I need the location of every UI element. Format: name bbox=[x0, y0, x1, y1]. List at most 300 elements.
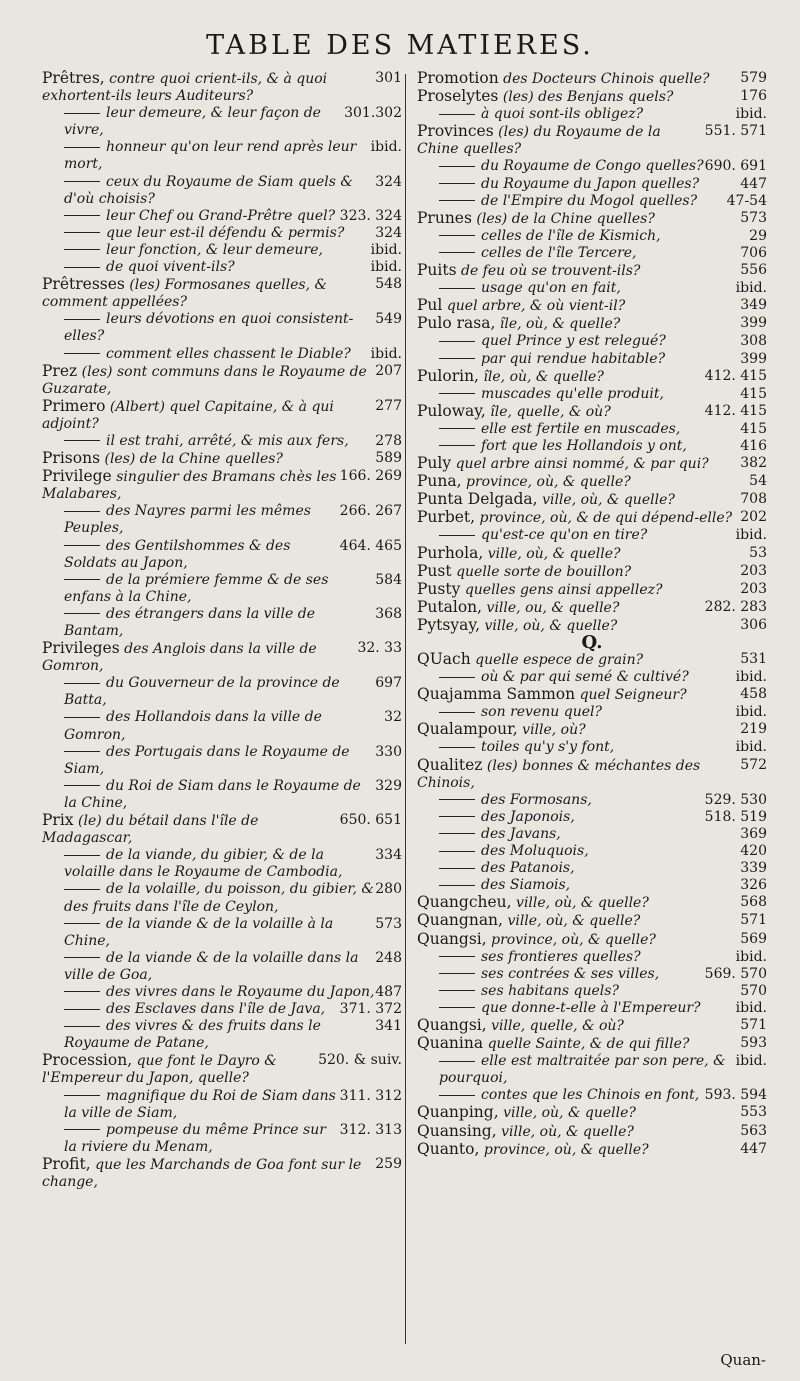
page-reference: ibid. bbox=[735, 999, 767, 1016]
repeat-dash bbox=[64, 1026, 100, 1027]
entry-text: du Roi de Siam dans le Royaume de la Chine, bbox=[64, 777, 361, 811]
entry-text: de la prémiere femme & de ses enfans à la Chine, bbox=[64, 571, 329, 605]
index-entry bbox=[417, 912, 767, 930]
entry-text: de la viande & de la volaille dans la ville de Goa, bbox=[64, 949, 359, 983]
page-reference: 569 bbox=[740, 930, 767, 947]
entry-text: quelle espece de grain? bbox=[475, 652, 644, 668]
repeat-dash bbox=[64, 1129, 100, 1130]
index-entry bbox=[42, 346, 402, 363]
entry-text: quelle sorte de bouillon? bbox=[456, 563, 632, 580]
repeat-dash bbox=[64, 215, 100, 216]
page-reference: 589 bbox=[375, 450, 402, 467]
column-divider bbox=[405, 74, 406, 1344]
index-entry bbox=[417, 1141, 767, 1159]
index-entry bbox=[42, 363, 402, 398]
index-entry bbox=[417, 491, 767, 509]
entry-text: des Docteurs Chinois quelle? bbox=[503, 71, 710, 87]
entry-text: du Royaume du Japon quelles? bbox=[481, 175, 700, 192]
page-reference: 447 bbox=[740, 1140, 767, 1157]
entry-heading: Puly bbox=[417, 454, 452, 473]
repeat-dash bbox=[64, 613, 100, 614]
entry-heading: Prix bbox=[42, 811, 74, 830]
entry-text: que les Marchands de Goa font sur le change, bbox=[42, 1156, 362, 1190]
page-reference: 573 bbox=[375, 915, 402, 932]
repeat-dash bbox=[439, 200, 475, 201]
index-entry bbox=[42, 208, 402, 225]
index-entry bbox=[417, 983, 767, 1000]
repeat-dash bbox=[64, 1009, 100, 1010]
entry-text: ses contrées & ses villes, bbox=[481, 965, 660, 982]
entry-text: (les) du Royaume de la Chine quelles? bbox=[417, 124, 661, 158]
page-reference: 412. 415 bbox=[704, 367, 767, 384]
page-reference: 708 bbox=[740, 491, 767, 508]
index-entry bbox=[417, 210, 767, 228]
index-entry bbox=[42, 174, 402, 208]
page-reference: 531 bbox=[740, 651, 767, 667]
index-entry bbox=[42, 1018, 402, 1052]
entry-heading: Quanping, bbox=[417, 1103, 499, 1122]
entry-text: des Hollandois dans la ville de Gomron, bbox=[64, 709, 322, 743]
entry-text: quelle Sainte, & de qui fille? bbox=[487, 1036, 690, 1053]
index-entry bbox=[42, 572, 402, 606]
index-entry bbox=[42, 503, 402, 537]
entry-text: son revenu quel? bbox=[481, 704, 602, 721]
page-reference: 690. 691 bbox=[704, 158, 767, 175]
index-entry bbox=[42, 276, 402, 311]
entry-text: par qui rendue habitable? bbox=[481, 350, 666, 367]
entry-heading: Promotion bbox=[417, 69, 499, 87]
repeat-dash bbox=[439, 747, 475, 748]
entry-text: singulier des Bramans chès les Malabares, bbox=[42, 469, 337, 503]
page-reference: ibid. bbox=[735, 1053, 767, 1070]
index-entry bbox=[417, 193, 767, 210]
entry-heading: Procession, bbox=[42, 1051, 133, 1070]
entry-heading: Quangsi, bbox=[417, 1015, 487, 1034]
entry-text: celles de l'île Tercere, bbox=[481, 244, 637, 261]
repeat-dash bbox=[439, 833, 475, 834]
repeat-dash bbox=[64, 319, 100, 320]
index-entry bbox=[417, 949, 767, 966]
repeat-dash bbox=[439, 428, 475, 429]
page-reference: ibid. bbox=[735, 106, 767, 123]
page-reference: 549 bbox=[375, 311, 402, 328]
page-reference: 551. 571 bbox=[704, 123, 767, 140]
entry-text: comment elles chassent le Diable? bbox=[106, 345, 351, 362]
entry-text: à quoi sont-ils obligez? bbox=[481, 106, 644, 123]
index-entry bbox=[417, 669, 767, 686]
catchword: Quan- bbox=[720, 1351, 766, 1369]
page-reference: 520. & suiv. bbox=[318, 1052, 402, 1069]
index-entry bbox=[417, 563, 767, 581]
entry-text: des Gentilshommes & des Soldats au Japon, bbox=[64, 537, 291, 571]
page-reference: 324 bbox=[375, 173, 402, 190]
entry-text: (les) sont communs dans le Royaume de Guzarate, bbox=[42, 363, 367, 397]
entry-text: leur fonction, & leur demeure, bbox=[106, 241, 323, 258]
section-heading: Q. bbox=[581, 632, 603, 653]
page-reference: 568 bbox=[740, 894, 767, 911]
entry-text: île, où, & quelle? bbox=[483, 368, 604, 385]
entry-text: toiles qu'y s'y font, bbox=[481, 739, 615, 756]
page-reference: 569. 570 bbox=[704, 965, 767, 982]
entry-text: quel Seigneur? bbox=[579, 687, 687, 704]
repeat-dash bbox=[64, 353, 100, 354]
entry-heading: Primero bbox=[42, 396, 106, 415]
page-reference: ibid. bbox=[735, 948, 767, 965]
page-reference: 266. 267 bbox=[339, 503, 402, 520]
page-reference: 420 bbox=[740, 843, 767, 860]
entry-text: des Esclaves dans l'île de Java, bbox=[106, 1001, 326, 1018]
index-entry bbox=[417, 509, 767, 527]
repeat-dash bbox=[64, 1095, 100, 1096]
index-entry bbox=[417, 826, 767, 843]
index-entry bbox=[417, 1123, 767, 1141]
page-reference: 399 bbox=[740, 315, 767, 332]
entry-text: de la viande, du gibier, & de la volaille dans le Royaume de Cambodia, bbox=[64, 847, 343, 881]
page-reference: 487 bbox=[375, 983, 402, 1000]
repeat-dash bbox=[64, 855, 100, 856]
page-reference: 308 bbox=[740, 333, 767, 350]
entry-text: qu'est-ce qu'on en tire? bbox=[481, 527, 648, 544]
page-reference: ibid. bbox=[735, 739, 767, 756]
repeat-dash bbox=[64, 232, 100, 233]
index-entry bbox=[417, 843, 767, 860]
entry-text: quelles gens ainsi appellez? bbox=[464, 581, 663, 598]
index-entry bbox=[417, 70, 767, 88]
entry-text: de la viande & de la volaille à la Chine, bbox=[64, 915, 334, 949]
repeat-dash bbox=[439, 114, 475, 115]
entry-heading: Quangcheu, bbox=[417, 893, 512, 912]
page-reference: 277 bbox=[375, 397, 402, 414]
entry-heading: Profit, bbox=[42, 1154, 91, 1173]
entry-text: quel Prince y est relegué? bbox=[481, 333, 666, 350]
entry-heading: Prisons bbox=[42, 449, 101, 468]
entry-text: ville, où, & quelle? bbox=[507, 913, 641, 930]
repeat-dash bbox=[64, 991, 100, 992]
page-reference: ibid. bbox=[735, 704, 767, 721]
repeat-dash bbox=[439, 183, 475, 184]
index-entry bbox=[42, 468, 402, 503]
index-entry bbox=[417, 704, 767, 721]
page-reference: 301.302 bbox=[344, 105, 402, 122]
index-entry bbox=[42, 311, 402, 345]
index-entry bbox=[417, 792, 767, 809]
entry-text: province, où, & quelle? bbox=[466, 474, 631, 491]
page-reference: 259 bbox=[375, 1155, 402, 1172]
repeat-dash bbox=[439, 393, 475, 394]
entry-text: des vivres dans le Royaume du Japon, bbox=[106, 983, 375, 1000]
index-entry bbox=[42, 916, 402, 950]
page-reference: 570 bbox=[740, 982, 767, 999]
repeat-dash bbox=[64, 249, 100, 250]
page-reference: 563 bbox=[740, 1122, 767, 1139]
page-reference: 416 bbox=[740, 437, 767, 454]
left-column bbox=[42, 70, 402, 1191]
index-entry bbox=[417, 1104, 767, 1122]
index-entry bbox=[417, 228, 767, 245]
entry-heading: Puna, bbox=[417, 472, 462, 491]
index-entry bbox=[417, 403, 767, 421]
index-entry bbox=[42, 778, 402, 812]
page-reference: 32. 33 bbox=[357, 640, 402, 657]
entry-heading: Punta Delgada, bbox=[417, 490, 538, 509]
entry-heading: Prêtres, bbox=[42, 69, 105, 87]
page-reference: ibid. bbox=[370, 139, 402, 156]
page-reference: 571 bbox=[740, 1016, 767, 1033]
page-reference: 29 bbox=[749, 227, 767, 244]
entry-text: ville, où, & quelle? bbox=[487, 545, 621, 562]
repeat-dash bbox=[439, 677, 475, 678]
index-entry bbox=[417, 123, 767, 158]
page-reference: 548 bbox=[375, 276, 402, 293]
page-reference: 458 bbox=[740, 686, 767, 703]
index-entry bbox=[417, 368, 767, 386]
entry-text: ville, où, & quelle? bbox=[503, 1105, 636, 1122]
entry-text: de la volaille, du poisson, du gibier, & des fruits dans l'île de Ceylon, bbox=[64, 881, 374, 915]
entry-heading: Purbet, bbox=[417, 508, 476, 527]
entry-text: du Royaume de Congo quelles? bbox=[481, 158, 704, 175]
entry-heading: Qualampour, bbox=[417, 720, 518, 739]
index-entry bbox=[417, 1053, 767, 1087]
entry-text: des Javans, bbox=[481, 825, 561, 842]
entry-text: ville, ou, & quelle? bbox=[486, 599, 620, 616]
repeat-dash bbox=[64, 785, 100, 786]
index-entry bbox=[42, 675, 402, 709]
index-entry bbox=[42, 709, 402, 743]
index-entry bbox=[42, 606, 402, 640]
index-entry bbox=[417, 280, 767, 297]
entry-text: province, où, & de qui dépend-elle? bbox=[479, 510, 733, 527]
page-reference: 412. 415 bbox=[704, 402, 767, 419]
page-reference: 166. 269 bbox=[339, 468, 402, 485]
entry-text: que donne-t-elle à l'Empereur? bbox=[481, 999, 701, 1016]
index-entry bbox=[417, 438, 767, 455]
page-reference: 280 bbox=[375, 881, 402, 898]
entry-text: honneur qu'on leur rend après leur mort, bbox=[64, 139, 357, 173]
entry-text: province, où, & quelle? bbox=[483, 1141, 649, 1158]
entry-text: des Formosans, bbox=[481, 791, 592, 808]
entry-text: (les) de la Chine quelles? bbox=[476, 210, 655, 227]
index-entry bbox=[417, 351, 767, 368]
page-reference: 278 bbox=[375, 432, 402, 449]
entry-heading: Pytsyay, bbox=[417, 615, 480, 634]
index-entry bbox=[417, 245, 767, 262]
entry-text: elle est fertile en muscades, bbox=[481, 420, 681, 437]
index-entry bbox=[417, 106, 767, 123]
index-entry bbox=[42, 744, 402, 778]
entry-text: des Patanois, bbox=[481, 860, 575, 877]
entry-heading: Pul bbox=[417, 296, 443, 315]
page-reference: 326 bbox=[740, 877, 767, 894]
entry-heading: Quansing, bbox=[417, 1121, 497, 1140]
index-entry bbox=[417, 966, 767, 983]
entry-heading: Quajamma Sammon bbox=[417, 685, 576, 704]
repeat-dash bbox=[439, 799, 475, 800]
repeat-dash bbox=[439, 956, 475, 957]
repeat-dash bbox=[439, 252, 475, 253]
entry-text: des Japonois, bbox=[481, 808, 575, 825]
index-entry bbox=[42, 398, 402, 433]
entry-heading: QUach bbox=[417, 650, 471, 668]
entry-text: (les) des Benjans quels? bbox=[502, 89, 674, 106]
index-entry bbox=[417, 686, 767, 704]
index-entry bbox=[417, 860, 767, 877]
entry-heading: Quangsi, bbox=[417, 929, 487, 948]
entry-text: celles de l'île de Kismich, bbox=[481, 227, 661, 244]
page-reference: 301 bbox=[375, 70, 402, 86]
entry-heading: Quanina bbox=[417, 1034, 484, 1053]
repeat-dash bbox=[64, 923, 100, 924]
index-entry bbox=[417, 455, 767, 473]
entry-text: des Portugais dans le Royaume de Siam, bbox=[64, 743, 350, 777]
entry-text: elle est maltraitée par son pere, & pourquoi, bbox=[439, 1053, 726, 1087]
repeat-dash bbox=[64, 579, 100, 580]
index-entry bbox=[42, 259, 402, 276]
entry-text: de quoi vivent-ils? bbox=[106, 259, 235, 276]
page-reference: 282. 283 bbox=[704, 598, 767, 615]
page-reference: 329 bbox=[375, 777, 402, 794]
repeat-dash bbox=[439, 535, 475, 536]
entry-text: (les) Formosanes quelles, & comment appellées? bbox=[42, 277, 327, 311]
page-reference: 593 bbox=[740, 1035, 767, 1052]
entry-text: usage qu'on en fait, bbox=[481, 280, 621, 297]
page-reference: 573 bbox=[740, 209, 767, 226]
page-reference: ibid. bbox=[735, 527, 767, 544]
index-entry bbox=[42, 1156, 402, 1191]
index-entry bbox=[42, 950, 402, 984]
page-reference: 248 bbox=[375, 949, 402, 966]
repeat-dash bbox=[439, 885, 475, 886]
page-reference: 571 bbox=[740, 912, 767, 929]
page-reference: 371. 372 bbox=[339, 1001, 402, 1018]
repeat-dash bbox=[64, 147, 100, 148]
page-title: TABLE DES MATIERES. bbox=[206, 30, 594, 61]
index-entry bbox=[42, 640, 402, 675]
entry-text: des Siamois, bbox=[481, 877, 571, 894]
index-entry bbox=[417, 739, 767, 756]
index-entry bbox=[417, 1000, 767, 1017]
repeat-dash bbox=[439, 868, 475, 869]
entry-text: ville, quelle, & où? bbox=[491, 1017, 624, 1034]
page-reference: 368 bbox=[375, 605, 402, 622]
index-entry bbox=[42, 433, 402, 450]
entry-text: magnifique du Roi de Siam dans la ville de Siam, bbox=[64, 1087, 336, 1121]
entry-text: province, où, & quelle? bbox=[491, 931, 656, 948]
index-entry bbox=[42, 225, 402, 242]
index-entry bbox=[42, 105, 402, 139]
repeat-dash bbox=[439, 712, 475, 713]
entry-text: (Albert) quel Capitaine, & à qui adjoint? bbox=[42, 398, 334, 432]
entry-text: que font le Dayro & l'Empereur du Japon, quelle? bbox=[42, 1053, 277, 1087]
index-entry bbox=[417, 931, 767, 949]
page-reference: 53 bbox=[749, 544, 767, 561]
page-reference: 584 bbox=[375, 571, 402, 588]
entry-text: de l'Empire du Mogol quelles? bbox=[481, 192, 698, 209]
entry-heading: Prez bbox=[42, 361, 78, 380]
entry-text: leurs dévotions en quoi consistent-elles? bbox=[64, 311, 354, 345]
index-entry bbox=[417, 809, 767, 826]
entry-text: pompeuse du même Prince sur la riviere du Menam, bbox=[64, 1121, 326, 1155]
page-reference: 32 bbox=[384, 709, 402, 726]
entry-text: des étrangers dans la ville de Bantam, bbox=[64, 605, 315, 639]
page-reference: ibid. bbox=[370, 241, 402, 258]
entry-text: (le) du bétail dans l'île de Madagascar, bbox=[42, 813, 259, 847]
page-reference: 341 bbox=[375, 1018, 402, 1035]
repeat-dash bbox=[439, 973, 475, 974]
entry-text: il est trahi, arrêté, & mis aux fers, bbox=[106, 432, 349, 449]
entry-heading: Provinces bbox=[417, 122, 494, 141]
page-reference: 176 bbox=[740, 88, 767, 105]
index-entry bbox=[42, 1088, 402, 1122]
page-reference: 339 bbox=[740, 860, 767, 877]
page-reference: 553 bbox=[740, 1104, 767, 1121]
page-reference: 697 bbox=[375, 675, 402, 692]
page-reference: 369 bbox=[740, 825, 767, 842]
repeat-dash bbox=[64, 889, 100, 890]
page-reference: 219 bbox=[740, 721, 767, 738]
index-entry bbox=[42, 881, 402, 915]
entry-text: des Nayres parmi les mêmes Peuples, bbox=[64, 503, 311, 537]
page-reference: 518. 519 bbox=[704, 808, 767, 825]
entry-text: ville, où, & quelle? bbox=[484, 617, 618, 634]
page-reference: 312. 313 bbox=[339, 1121, 402, 1138]
index-entry bbox=[417, 1087, 767, 1104]
index-entry bbox=[417, 545, 767, 563]
page-reference: 415 bbox=[740, 420, 767, 437]
entry-heading: Privileges bbox=[42, 639, 120, 658]
entry-heading: Proselytes bbox=[417, 87, 499, 106]
entry-heading: Quanto, bbox=[417, 1139, 480, 1158]
page-reference: 203 bbox=[740, 580, 767, 597]
page-reference: 306 bbox=[740, 616, 767, 633]
entry-heading: Quangnan, bbox=[417, 911, 503, 930]
entry-text: ville, où, & quelle? bbox=[516, 895, 649, 912]
entry-text: muscades qu'elle produit, bbox=[481, 385, 664, 402]
repeat-dash bbox=[64, 717, 100, 718]
repeat-dash bbox=[64, 181, 100, 182]
page-reference: 579 bbox=[740, 70, 767, 86]
page-reference: 334 bbox=[375, 847, 402, 864]
index-entry bbox=[42, 1122, 402, 1156]
page-reference: 593. 594 bbox=[704, 1087, 767, 1104]
entry-heading: Putalon, bbox=[417, 597, 483, 616]
index-entry bbox=[417, 757, 767, 792]
index-entry bbox=[417, 333, 767, 350]
page-reference: 47-54 bbox=[726, 192, 767, 209]
entry-text: de feu où se trouvent-ils? bbox=[461, 263, 641, 280]
index-entry bbox=[417, 88, 767, 106]
index-entry bbox=[417, 894, 767, 912]
entry-heading: Prêtresses bbox=[42, 275, 125, 294]
index-entry bbox=[417, 176, 767, 193]
page-reference: ibid. bbox=[370, 259, 402, 276]
page-reference: 464. 465 bbox=[339, 537, 402, 554]
repeat-dash bbox=[439, 166, 475, 167]
entry-text: (les) de la Chine quelles? bbox=[104, 451, 283, 468]
page-reference: 399 bbox=[740, 350, 767, 367]
entry-text: contes que les Chinois en font, bbox=[481, 1087, 700, 1104]
entry-text: ville, où? bbox=[522, 722, 586, 739]
index-entry bbox=[417, 386, 767, 403]
entry-text: que leur est-il défendu & permis? bbox=[106, 224, 345, 241]
entry-heading: Privilege bbox=[42, 467, 112, 486]
index-entry bbox=[417, 599, 767, 617]
index-entry bbox=[42, 1052, 402, 1087]
entry-text: leur Chef ou Grand-Prêtre quel? bbox=[106, 207, 336, 224]
entry-text: ses frontieres quelles? bbox=[481, 948, 641, 965]
index-entry bbox=[42, 242, 402, 259]
repeat-dash bbox=[64, 545, 100, 546]
index-entry bbox=[42, 538, 402, 572]
